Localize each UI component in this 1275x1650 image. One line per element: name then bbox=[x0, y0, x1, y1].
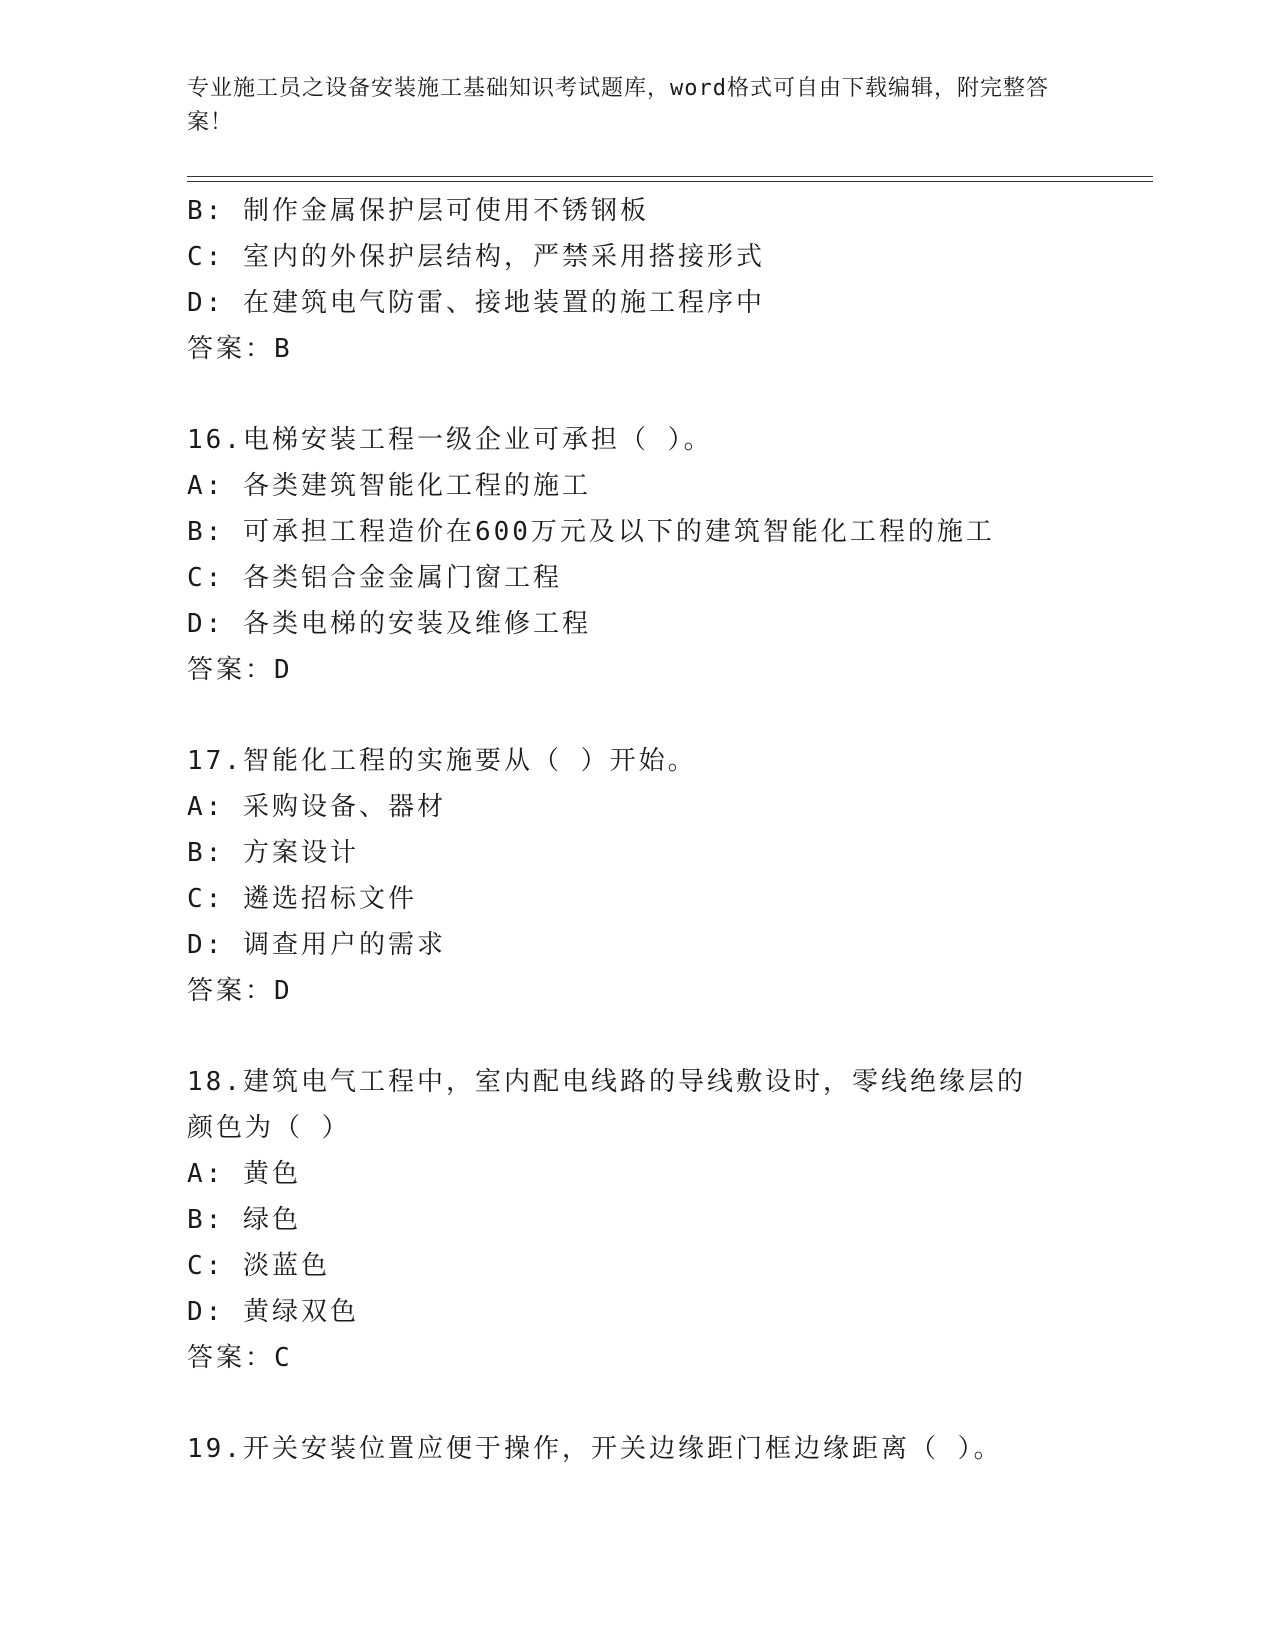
q16-answer: 答案：D bbox=[187, 655, 293, 685]
q17-question: 17.智能化工程的实施要从（ ）开始。 bbox=[187, 746, 697, 776]
header-rule-bottom bbox=[187, 181, 1153, 182]
spacer bbox=[187, 1014, 1087, 1059]
spacer bbox=[187, 1381, 1087, 1426]
q18-option-a: A: 黄色 bbox=[187, 1159, 301, 1189]
q17-option-d: D: 调查用户的需求 bbox=[187, 930, 446, 960]
q15-answer: 答案：B bbox=[187, 334, 293, 364]
q16-option-b: B: 可承担工程造价在600万元及以下的建筑智能化工程的施工 bbox=[187, 517, 995, 547]
q16-option-c: C: 各类铝合金金属门窗工程 bbox=[187, 563, 562, 593]
question-19-block bbox=[187, 1426, 1087, 1472]
q16-option-d: D: 各类电梯的安装及维修工程 bbox=[187, 609, 591, 639]
document-body bbox=[187, 188, 1087, 1472]
question-17-block bbox=[187, 738, 1087, 1014]
q18-question: 18.建筑电气工程中，室内配电线路的导线敷设时，零线绝缘层的颜色为（ ） bbox=[187, 1067, 1026, 1143]
header-rule-top bbox=[187, 176, 1153, 177]
q18-option-d: D: 黄绿双色 bbox=[187, 1297, 359, 1327]
q15-option-b: B: 制作金属保护层可使用不锈钢板 bbox=[187, 196, 649, 226]
question-15-block bbox=[187, 188, 1087, 372]
q18-answer: 答案：C bbox=[187, 1343, 293, 1373]
document-header: 专业施工员之设备安装施工基础知识考试题库，word格式可自由下载编辑，附完整答案！ bbox=[187, 76, 1049, 135]
question-18-block bbox=[187, 1059, 1087, 1381]
q17-option-c: C: 遴选招标文件 bbox=[187, 884, 417, 914]
q15-option-c: C: 室内的外保护层结构，严禁采用搭接形式 bbox=[187, 242, 765, 272]
q19-question: 19.开关安装位置应便于操作，开关边缘距门框边缘距离（ ）。 bbox=[187, 1434, 1003, 1464]
q16-option-a: A: 各类建筑智能化工程的施工 bbox=[187, 471, 591, 501]
question-16-block bbox=[187, 417, 1087, 693]
q17-option-a: A: 采购设备、器材 bbox=[187, 792, 446, 822]
spacer bbox=[187, 372, 1087, 417]
q18-option-b: B: 绿色 bbox=[187, 1205, 301, 1235]
q18-option-c: C: 淡蓝色 bbox=[187, 1251, 330, 1281]
q16-question: 16.电梯安装工程一级企业可承担（ ）。 bbox=[187, 425, 713, 455]
q17-option-b: B: 方案设计 bbox=[187, 838, 359, 868]
q17-answer: 答案：D bbox=[187, 976, 293, 1006]
spacer bbox=[187, 693, 1087, 738]
q15-option-d: D: 在建筑电气防雷、接地装置的施工程序中 bbox=[187, 288, 765, 318]
